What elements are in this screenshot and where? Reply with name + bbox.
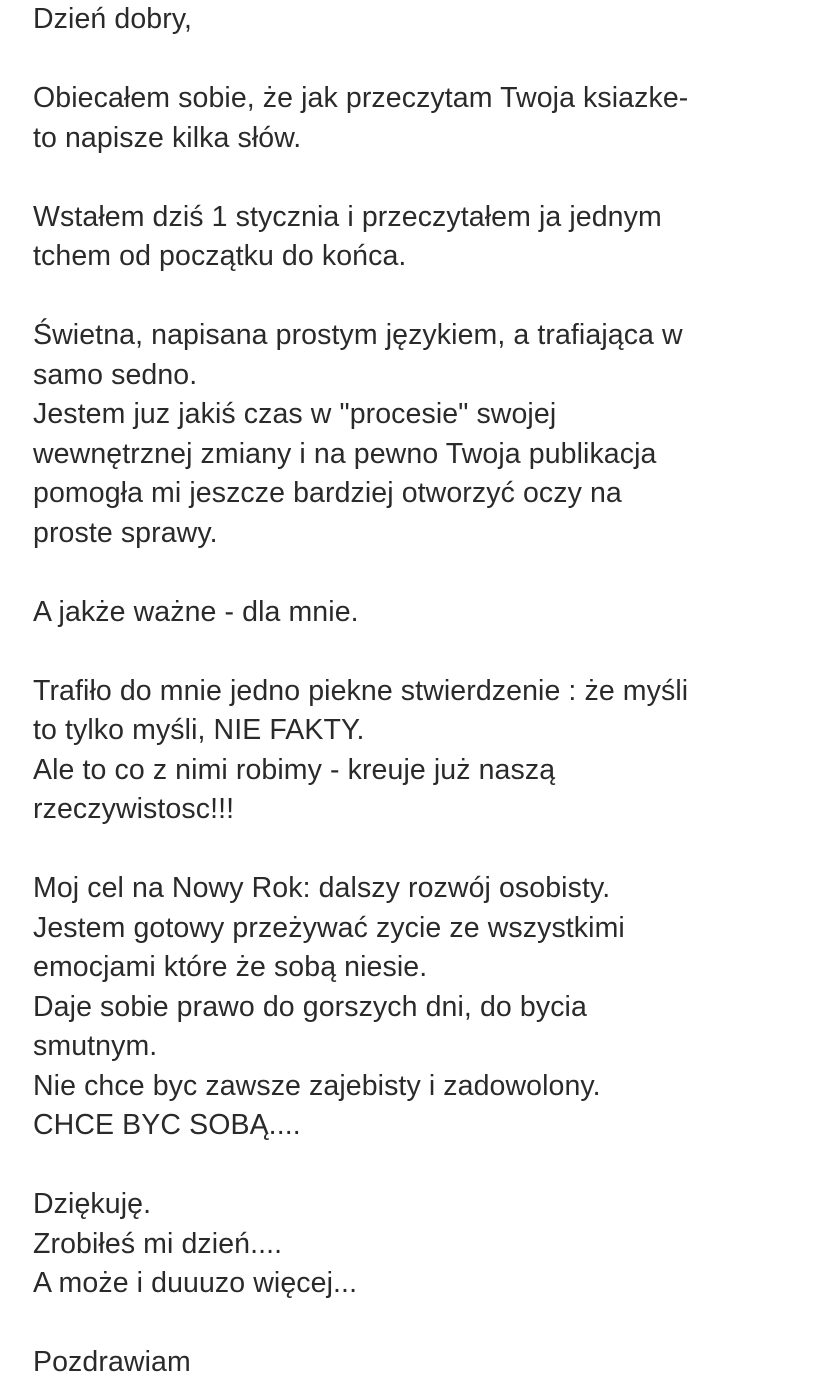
text-line: Obiecałem sobie, że jak przeczytam Twoja ksiazke- [33, 82, 689, 114]
text-line: Nie chce byc zawsze zajebisty i zadowolony. [33, 1069, 601, 1102]
paragraph [33, 316, 813, 553]
text-line: pomogła mi jeszcze bardziej otworzyć oczy na [33, 477, 622, 509]
paragraph-gap [33, 632, 813, 672]
closing: Pozdrawiam [33, 1346, 191, 1378]
text-line: Świetna, napisana prostym językiem, a trafiająca w [33, 319, 683, 351]
text-line: samo sedno. [33, 358, 198, 391]
paragraph-gap [33, 40, 813, 80]
paragraph-gap [33, 553, 813, 593]
text-line: Trafiło do mnie jedno piekne stwierdzenie : że myśli [33, 674, 689, 707]
message-body [33, 0, 813, 1383]
text-line: Jestem gotowy przeżywać zycie ze wszystkimi [33, 911, 625, 944]
text-line: Zrobiłeś mi dzień.... [33, 1227, 283, 1260]
paragraph [33, 593, 813, 633]
paragraph [33, 1185, 813, 1304]
paragraph-gap [33, 830, 813, 870]
text-line: Moj cel na Nowy Rok: dalszy rozwój osobisty. [33, 872, 611, 904]
text-line: Ale to co z nimi robimy - kreuje już naszą [33, 753, 556, 786]
text-line: A jakże ważne - dla mnie. [33, 595, 359, 628]
paragraph [33, 198, 813, 277]
text-line: emocjami które że sobą niesie. [33, 951, 428, 983]
paragraph [33, 869, 813, 1146]
text-line: to tylko myśli, NIE FAKTY. [33, 714, 365, 746]
text-line: proste sprawy. [33, 516, 218, 549]
text-line: Dziękuję. [33, 1188, 152, 1220]
text-line: rzeczywistosc!!! [33, 793, 235, 825]
text-line: Wstałem dziś 1 stycznia i przeczytałem ja jednym [33, 200, 662, 233]
greeting: Dzień dobry, [33, 3, 193, 35]
paragraph-gap [33, 158, 813, 198]
paragraph [33, 79, 813, 158]
text-line: smutnym. [33, 1030, 158, 1062]
text-line: CHCE BYC SOBĄ.... [33, 1109, 301, 1141]
paragraph-gap [33, 277, 813, 317]
text-line: Jestem juz jakiś czas w "procesie" swojej [33, 398, 557, 430]
text-line: wewnętrznej zmiany i na pewno Twoja publikacja [33, 437, 657, 470]
text-line: to napisze kilka słów. [33, 121, 302, 154]
text-line: tchem od początku do końca. [33, 240, 407, 272]
text-line: Daje sobie prawo do gorszych dni, do bycia [33, 990, 587, 1023]
text-line: A może i duuuzo więcej... [33, 1267, 358, 1299]
paragraph-gap [33, 1146, 813, 1186]
paragraph-gap [33, 1304, 813, 1344]
paragraph [33, 672, 813, 830]
